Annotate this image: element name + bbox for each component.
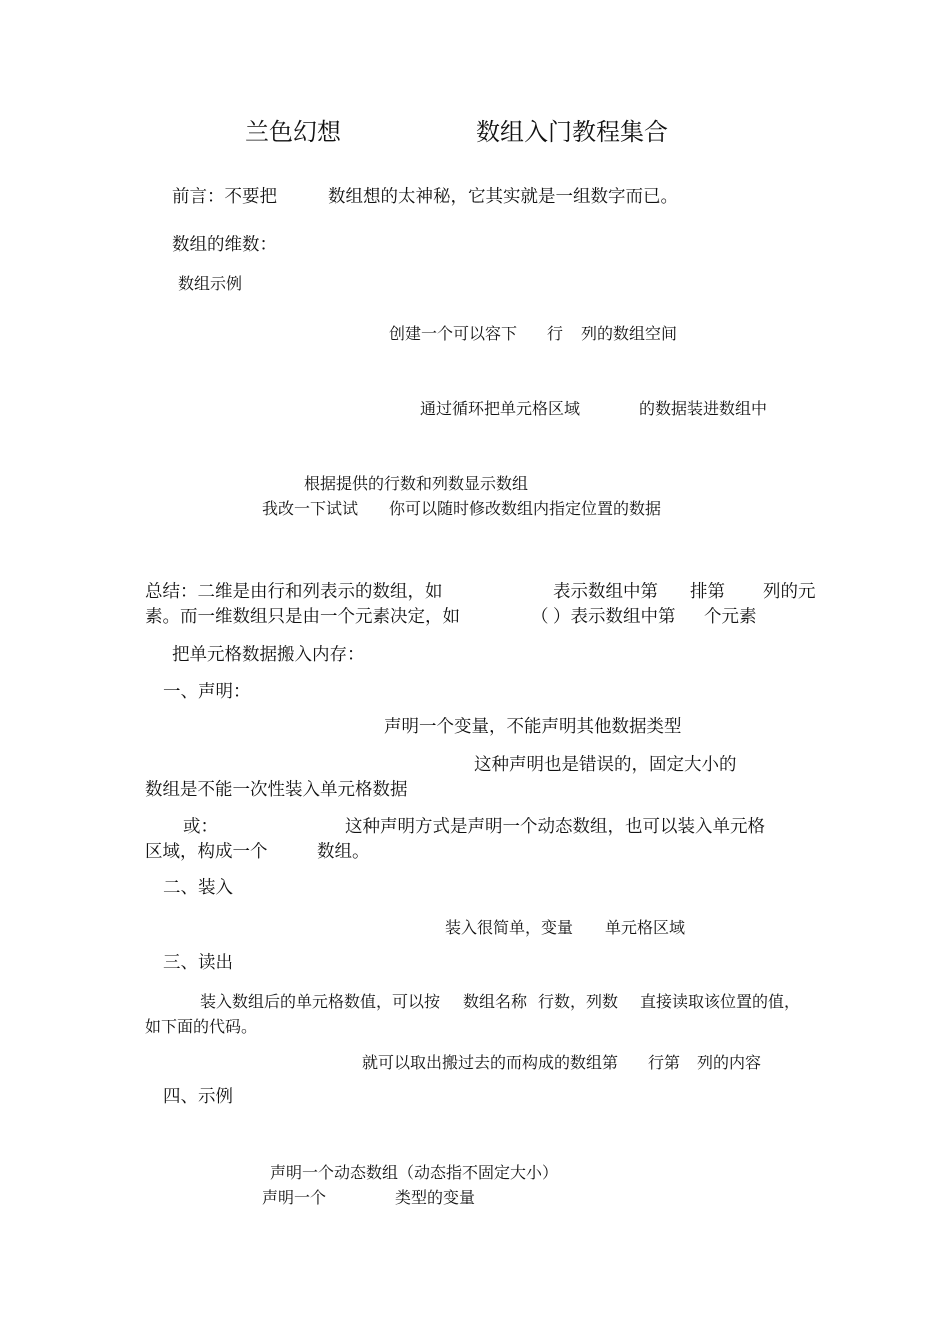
read-note-a: 就可以取出搬过去的而构成的数组第 <box>362 1053 619 1072</box>
declare-note2-a: 这种声明也是错误的，固定大小的 <box>474 755 737 775</box>
comment-loop-prefix: 通过循环把单元格区域 <box>420 399 581 418</box>
declare-note2-b: 数组是不能一次性装入单元格数据 <box>145 780 408 800</box>
load-note-b: 单元格区域 <box>605 918 686 937</box>
section-example-heading: 四、示例 <box>163 1087 233 1107</box>
dims-heading: 数组的维数： <box>172 235 277 255</box>
declare-or-label: 或： <box>183 817 218 837</box>
comment-modify: 你可以随时修改数组内指定位置的数据 <box>389 499 662 518</box>
example-comment2-b: 类型的变量 <box>395 1188 476 1207</box>
example-comment1: 声明一个动态数组（动态指不固定大小） <box>270 1163 559 1182</box>
intro-prefix: 前言：不要把 <box>172 187 277 207</box>
summary-line1-a: 总结：二维是由行和列表示的数组，如 <box>145 582 443 602</box>
comment-try-label: 我改一下试试 <box>262 499 359 518</box>
summary-line1-c: 排第 <box>690 582 725 602</box>
load-heading: 把单元格数据搬入内存： <box>172 645 365 665</box>
comment-create-prefix: 创建一个可以容下 <box>389 324 518 343</box>
load-note-a: 装入很简单，变量 <box>445 918 574 937</box>
read-para-d: 直接读取该位置的值， <box>640 992 801 1011</box>
comment-loop-suffix: 的数据装进数组中 <box>639 399 768 418</box>
summary-line2-d: 个元素 <box>704 607 757 627</box>
read-para-c: 行数，列数 <box>538 992 619 1011</box>
summary-line1-d: 列的元 <box>763 582 816 602</box>
declare-note3-c: 数组。 <box>317 842 370 862</box>
read-para-e: 如下面的代码。 <box>145 1017 258 1036</box>
summary-line2-b: （ <box>531 607 549 627</box>
read-note-c: 列的内容 <box>697 1053 762 1072</box>
summary-line1-b: 表示数组中第 <box>553 582 658 602</box>
declare-note3-a: 这种声明方式是声明一个动态数组，也可以装入单元格 <box>345 817 765 837</box>
comment-create-suffix: 列的数组空间 <box>581 324 678 343</box>
declare-note3-b: 区域，构成一个 <box>145 842 268 862</box>
intro-suffix: 数组想的太神秘，它其实就是一组数字而已。 <box>328 187 678 207</box>
summary-line2-c: ）表示数组中第 <box>553 607 676 627</box>
declare-note1: 声明一个变量，不能声明其他数据类型 <box>384 717 682 737</box>
example-label: 数组示例 <box>178 274 243 293</box>
read-note-b: 行第 <box>648 1053 681 1072</box>
read-para-a: 装入数组后的单元格数值，可以按 <box>200 992 441 1011</box>
example-comment2-a: 声明一个 <box>262 1188 327 1207</box>
doc-title-right: 数组入门教程集合 <box>476 118 668 146</box>
comment-create-row: 行 <box>547 324 564 343</box>
read-para-b: 数组名称 <box>463 992 528 1011</box>
section-load-heading: 二、装入 <box>163 878 233 898</box>
section-declare-heading: 一、声明： <box>163 682 251 702</box>
section-read-heading: 三、读出 <box>163 953 233 973</box>
comment-display: 根据提供的行数和列数显示数组 <box>304 474 529 493</box>
summary-line2-a: 素。而一维数组只是由一个元素决定，如 <box>145 607 460 627</box>
doc-title-left: 兰色幻想 <box>245 118 341 146</box>
